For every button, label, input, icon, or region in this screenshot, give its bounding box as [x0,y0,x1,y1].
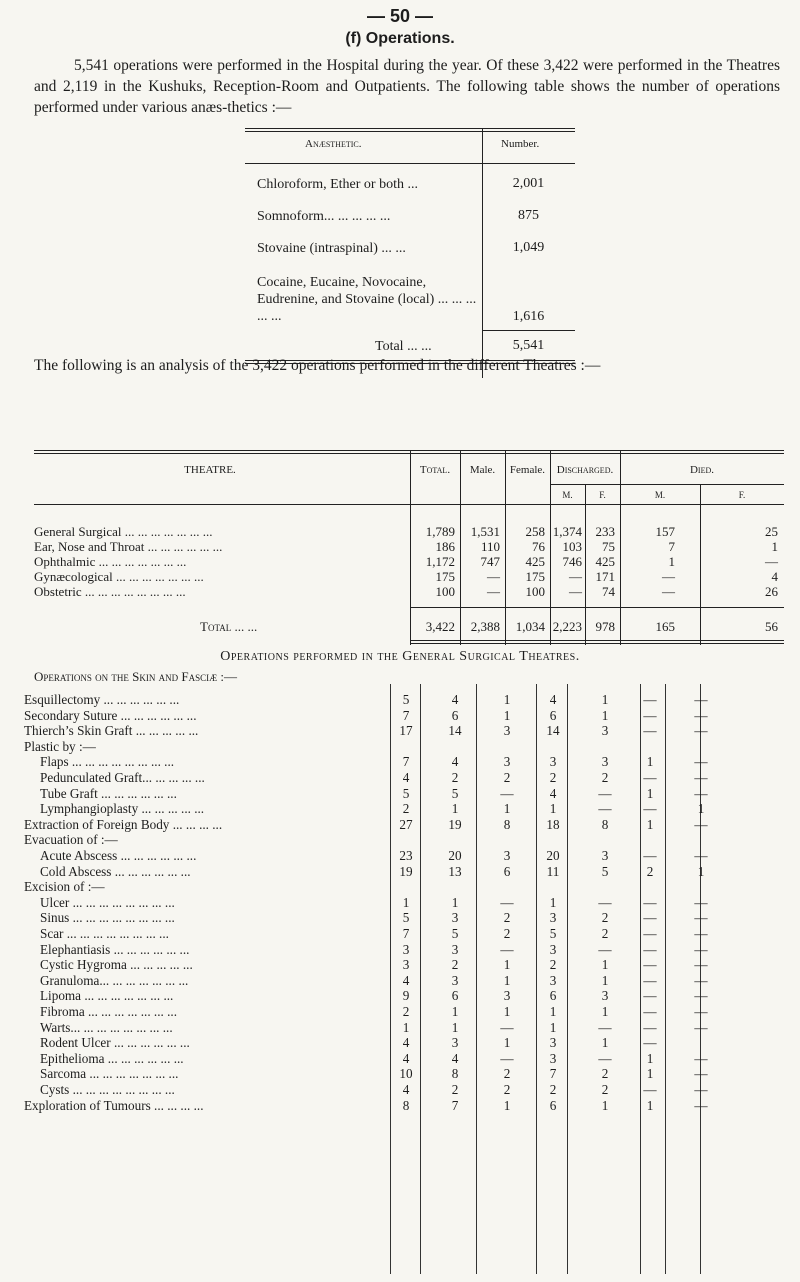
operation-cell: 4 [549,785,557,801]
operation-cell: — [694,754,708,770]
operation-cell: 4 [451,754,459,770]
operation-label: Fibroma ... ... ... ... ... ... ... [40,1004,178,1019]
operation-label: Sarcoma ... ... ... ... ... ... ... [40,1066,179,1082]
operation-cell: 5 [601,863,609,879]
operation-label: Lipoma ... ... ... ... ... ... ... [40,988,174,1004]
operation-cell: — [694,1082,708,1097]
operation-cell: 1 [503,801,511,817]
theatre-total-cell: 1,034 [515,619,545,634]
anaesthetic-row-label: Somnoform... ... ... ... ... [257,209,391,224]
theatre-cell: 76 [532,539,545,554]
anaesthetic-row-value: 875 [518,208,539,223]
operation-cell: — [694,1097,708,1113]
anaesthetic-header: Anæsthetic. [305,138,362,150]
discharged-header: Discharged. [556,464,614,476]
operation-cell: 2 [549,957,557,973]
operation-cell: — [694,1019,708,1035]
operation-label: Esquillectomy ... ... ... ... ... ... [24,692,180,707]
theatre-cell: — [569,569,582,584]
theatre-cell: 4 [771,569,778,584]
operation-cell: 3 [402,941,410,957]
operation-cell: 4 [402,770,410,785]
operation-label: Sinus ... ... ... ... ... ... ... ... [40,910,175,926]
operation-cell: 1 [549,1004,557,1019]
operation-cell: 23 [399,848,413,863]
operation-cell: 1 [549,1019,557,1035]
theatre-cell: 157 [655,524,675,539]
anaesthetic-total-label: Total ... ... [375,339,432,354]
operation-cell: 3 [549,1035,557,1051]
operation-cell: 14 [546,723,560,739]
theatre-cell: 25 [765,524,778,539]
operation-cell: 8 [503,816,511,832]
operation-cell: 3 [451,1035,459,1051]
theatre-total-cell: 2,223 [552,619,582,634]
anaesthetic-row-value: 1,049 [512,240,545,255]
operation-cell: — [643,957,657,973]
operation-cell: 18 [546,816,560,832]
operation-label: Cysts ... ... ... ... ... ... ... ... [40,1082,175,1097]
anaesthetic-row-label: Cocaine, Eucaine, Novocaine, Eudrenine, and Stovaine (local) ... ... ... ... ... [257,275,477,324]
operation-cell: 1 [697,863,705,879]
operation-cell: 2 [503,1082,511,1097]
theatre-cell: 1 [771,539,778,554]
section-title: (f) Operations. [345,30,455,47]
operation-cell: 1 [646,1050,654,1066]
operation-cell: 1 [549,894,557,910]
operation-cell: 2 [601,1082,609,1097]
theatre-header: THEATRE. [184,464,236,476]
operation-cell: 2 [451,957,459,973]
theatre-cell: 747 [480,554,500,569]
operation-cell: 2 [503,926,511,941]
operation-cell: — [694,707,708,723]
operation-cell: 10 [399,1066,413,1082]
theatre-cell: 258 [525,524,545,539]
operation-cell: 3 [503,848,511,863]
operation-label: Elephantiasis ... ... ... ... ... ... [40,941,190,957]
theatre-row-name: Obstetric ... ... ... ... ... ... ... ... [34,584,186,599]
intro-paragraph-line1: 5,541 operations were performed in the Hospital during the year. Of these 3,422 [74,57,579,74]
operation-cell: 4 [402,972,410,988]
operation-cell: 13 [448,863,462,879]
operation-label: Exploration of Tumours ... ... ... ... [24,1097,204,1113]
operation-label: Plastic by :— [24,738,96,754]
analysis-paragraph-text: The following is an analysis of the 3,422 operations performed in the different Theatres :— [34,357,601,374]
operation-cell: 1 [503,692,511,707]
operation-cell: — [643,972,657,988]
operation-cell: 3 [451,910,459,926]
operation-label: Scar ... ... ... ... ... ... ... ... [40,926,169,941]
theatre-cell: 746 [562,554,582,569]
discharged-f-header: F. [599,490,606,500]
operation-cell: 1 [503,707,511,723]
operation-cell: 1 [646,785,654,801]
operation-cell: 3 [451,972,459,988]
operation-cell: — [643,926,657,941]
operation-cell: 3 [549,941,557,957]
operation-cell: — [500,941,514,957]
operation-cell: 3 [601,988,609,1004]
operation-cell: — [643,894,657,910]
operation-cell: — [598,801,612,817]
operation-cell: 6 [451,988,459,1004]
theatre-cell: 175 [435,569,455,584]
operation-label: Secondary Suture ... ... ... ... ... ... [24,707,197,723]
operation-cell: 19 [399,863,413,879]
operation-cell: 1 [503,972,511,988]
operation-cell: 5 [402,910,410,926]
operation-cell: — [500,894,514,910]
theatre-cell: — [569,584,582,599]
operation-cell: 2 [503,1066,511,1082]
operation-cell: 1 [503,957,511,973]
operation-cell: 1 [451,894,459,910]
theatre-total-cell: 56 [765,619,778,634]
operation-cell: — [694,988,708,1004]
operation-cell: 9 [402,988,410,1004]
operation-cell: — [500,1019,514,1035]
discharged-m-header: M. [562,490,573,500]
theatre-cell: 171 [595,569,615,584]
theatre-cell: 1,531 [470,524,500,539]
operation-cell: 3 [503,723,511,739]
operation-cell: 6 [549,988,557,1004]
anaesthetic-table [245,128,575,378]
operation-cell: 1 [601,1097,609,1113]
operation-cell: 5 [549,926,557,941]
operation-cell: 1 [601,692,609,707]
operation-cell: 5 [451,785,459,801]
operation-label: Warts... ... ... ... ... ... ... ... [40,1019,173,1035]
operation-cell: 6 [451,707,459,723]
operation-cell [686,1035,716,1050]
operation-cell: — [500,785,514,801]
operation-cell: — [694,1066,708,1082]
anaesthetic-row-label: Stovaine (intraspinal) ... ... [257,241,406,256]
operation-cell: 1 [601,1035,609,1051]
theatre-cell: 425 [595,554,615,569]
operation-cell: — [643,1004,657,1019]
operation-cell: 3 [503,988,511,1004]
operation-cell: 2 [503,770,511,785]
operation-cell: 4 [402,1035,410,1051]
operation-cell: — [643,1082,657,1097]
theatre-cell: — [765,554,778,569]
operation-cell: 19 [448,816,462,832]
operation-cell: — [694,723,708,739]
theatre-cell: 7 [668,539,675,554]
theatre-cell: 1,789 [425,524,455,539]
operation-cell: 1 [503,1035,511,1051]
operation-cell: — [694,1004,708,1019]
died-header: Died. [689,464,715,476]
operation-cell: 1 [451,801,459,817]
operation-cell: 4 [402,1082,410,1097]
total-header: Total. [419,464,451,476]
operation-cell: 2 [601,770,609,785]
theatre-table [0,450,800,645]
operation-cell: 27 [399,816,413,832]
operation-cell: 1 [402,894,410,910]
operation-cell: 4 [549,692,557,707]
theatre-cell: 100 [435,584,455,599]
theatre-cell: 74 [602,584,615,599]
operation-cell: 5 [451,926,459,941]
operation-cell: 1 [646,1097,654,1113]
theatre-cell: 100 [525,584,545,599]
theatre-total-cell: 3,422 [425,619,455,634]
operation-label: Thierch’s Skin Graft ... ... ... ... ... [24,723,199,739]
theatre-total-cell: 978 [595,619,615,634]
theatre-cell: 103 [562,539,582,554]
operation-cell: 6 [549,707,557,723]
operation-cell: 2 [601,910,609,926]
operation-cell: 8 [402,1097,410,1113]
operation-cell: 3 [402,957,410,973]
theatre-cell: 1,172 [425,554,455,569]
operation-cell: 1 [402,1019,410,1035]
operation-cell: — [643,801,657,817]
operation-cell: — [694,926,708,941]
operation-label: Evacuation of :— [24,832,118,848]
operation-cell: 1 [646,1066,654,1082]
number-header: Number. [501,138,540,150]
operation-cell: 7 [402,926,410,941]
operation-cell: — [643,770,657,785]
operation-cell: 3 [549,754,557,770]
theatre-cell: 26 [765,584,778,599]
operation-cell: — [694,770,708,785]
operation-cell: — [694,816,708,832]
anaesthetic-row-value: 1,616 [512,309,545,324]
operation-cell: — [694,910,708,926]
theatre-cell: 1 [668,554,675,569]
operation-cell: 14 [448,723,462,739]
operation-cell: — [643,910,657,926]
operation-cell: 2 [601,926,609,941]
theatre-cell: 186 [435,539,455,554]
operation-cell: — [643,707,657,723]
operation-cell: — [694,692,708,707]
operation-label: Pedunculated Graft... ... ... ... ... [40,770,205,785]
theatre-cell: — [487,584,500,599]
page-number: — 50 — [366,6,434,26]
operation-cell: 3 [601,754,609,770]
operations-table [0,684,800,1274]
theatre-cell: — [662,584,675,599]
operation-cell: 2 [549,770,557,785]
operation-cell: 1 [697,801,705,817]
operation-cell: 2 [601,1066,609,1082]
anaesthetic-row-value: 2,001 [512,176,545,191]
operation-cell: 2 [549,1082,557,1097]
operation-cell: — [694,1050,708,1066]
analysis-paragraph [34,355,780,376]
operation-cell: 3 [503,754,511,770]
theatre-cell: — [487,569,500,584]
intro-paragraph [34,55,780,118]
male-header: Male. [469,464,496,476]
theatre-total-cell: 165 [655,619,675,634]
theatre-cell: 1,374 [552,524,582,539]
operation-cell: 20 [546,848,560,863]
operation-cell: 6 [549,1097,557,1113]
operation-cell: 3 [549,910,557,926]
operation-label: Tube Graft ... ... ... ... ... ... [40,785,177,801]
operation-cell: 2 [451,1082,459,1097]
operation-cell: 3 [601,723,609,739]
theatre-cell: 425 [525,554,545,569]
general-surgical-heading: Operations performed in the General Surgical Theatres. [220,649,580,664]
operation-cell: 11 [546,863,560,879]
theatre-total-label: Total ... ... [200,619,258,634]
died-m-header: M. [654,490,666,500]
operation-cell: 4 [451,692,459,707]
operation-cell: 2 [503,910,511,926]
operation-cell: — [694,957,708,973]
theatre-cell: 233 [595,524,615,539]
operation-cell: 4 [402,1050,410,1066]
operation-label: Flaps ... ... ... ... ... ... ... ... [40,754,175,770]
anaesthetic-total-value: 5,541 [512,338,545,353]
intro-paragraph-rest: were performed in the Theatres and 2,119 in the Kushuks, Reception-Room and Outpatients. The following table shows the number of operations performed under various anæs-thetics :— [34,57,781,116]
operation-cell: 1 [601,1004,609,1019]
operation-cell: — [598,785,612,801]
operation-cell: 1 [503,1097,511,1113]
operation-cell: 1 [646,816,654,832]
theatre-cell: 175 [525,569,545,584]
operation-cell: — [500,1050,514,1066]
operation-label: Extraction of Foreign Body ... ... ... ... [24,816,223,832]
operation-cell: 2 [646,863,654,879]
female-header: Female. [509,464,546,476]
theatre-row-name: Ophthalmic ... ... ... ... ... ... ... [34,554,187,569]
theatre-cell: 110 [480,539,500,554]
operation-cell: — [694,941,708,957]
operation-cell: — [643,723,657,739]
operation-cell: — [694,972,708,988]
operation-cell: 17 [399,723,413,739]
operation-cell: 7 [402,707,410,723]
operation-cell: 20 [448,848,462,863]
operation-cell: — [598,941,612,957]
operation-label: Excision of :— [24,879,105,895]
operation-cell: 2 [402,1004,410,1019]
operation-cell: — [694,894,708,910]
operation-cell: — [643,848,657,863]
died-f-header: F. [738,490,746,500]
operation-label: Granuloma... ... ... ... ... ... ... [40,972,189,988]
operation-cell: 4 [451,1050,459,1066]
operation-cell: 3 [451,941,459,957]
operation-label: Cystic Hygroma ... ... ... ... ... [40,957,193,973]
operation-label: Cold Abscess ... ... ... ... ... ... [40,863,191,879]
theatre-cell: 75 [602,539,615,554]
operation-cell: — [694,848,708,863]
operation-label: Lymphangioplasty ... ... ... ... ... [40,801,205,817]
operation-cell: 1 [503,1004,511,1019]
theatre-row-name: Ear, Nose and Throat ... ... ... ... ... ... [34,539,223,554]
operation-cell: 1 [601,972,609,988]
operation-cell: 8 [601,816,609,832]
anaesthetic-row-label: Chloroform, Ether or both ... [257,177,418,192]
operation-label: Rodent Ulcer ... ... ... ... ... ... [40,1035,190,1051]
operation-label: Acute Abscess ... ... ... ... ... ... [40,848,197,863]
operation-cell: — [643,1035,657,1051]
skin-fasciae-heading: Operations on the Skin and Fasciæ :— [34,669,237,684]
operation-cell: 1 [549,801,557,817]
operation-label: Ulcer ... ... ... ... ... ... ... ... [40,894,175,910]
theatre-cell: — [662,569,675,584]
operation-cell: — [598,894,612,910]
theatre-total-cell: 2,388 [470,619,500,634]
theatre-row-name: General Surgical ... ... ... ... ... ... ... [34,524,213,539]
operation-cell: 5 [402,692,410,707]
operation-cell: 3 [549,1050,557,1066]
theatre-row-name: Gynæcological ... ... ... ... ... ... ... [34,569,204,584]
operation-cell: 8 [451,1066,459,1082]
operation-cell: 1 [646,754,654,770]
operation-cell: 1 [601,707,609,723]
operation-cell: 1 [451,1004,459,1019]
operation-cell: — [643,1019,657,1035]
operation-cell: — [694,785,708,801]
operation-label: Epithelioma ... ... ... ... ... ... [40,1050,184,1066]
operation-cell: — [643,988,657,1004]
operation-cell: — [598,1050,612,1066]
operation-cell: 3 [601,848,609,863]
operation-cell: 7 [451,1097,459,1113]
operation-cell: — [643,941,657,957]
operation-cell: 1 [451,1019,459,1035]
operation-cell: 1 [601,957,609,973]
operation-cell: 2 [451,770,459,785]
operation-cell: 2 [402,801,410,817]
operation-cell: 7 [402,754,410,770]
operation-cell: — [598,1019,612,1035]
operation-cell: 6 [503,863,511,879]
operation-cell: 7 [549,1066,557,1082]
operation-cell: — [643,692,657,707]
operation-cell: 3 [549,972,557,988]
operation-cell: 5 [402,785,410,801]
